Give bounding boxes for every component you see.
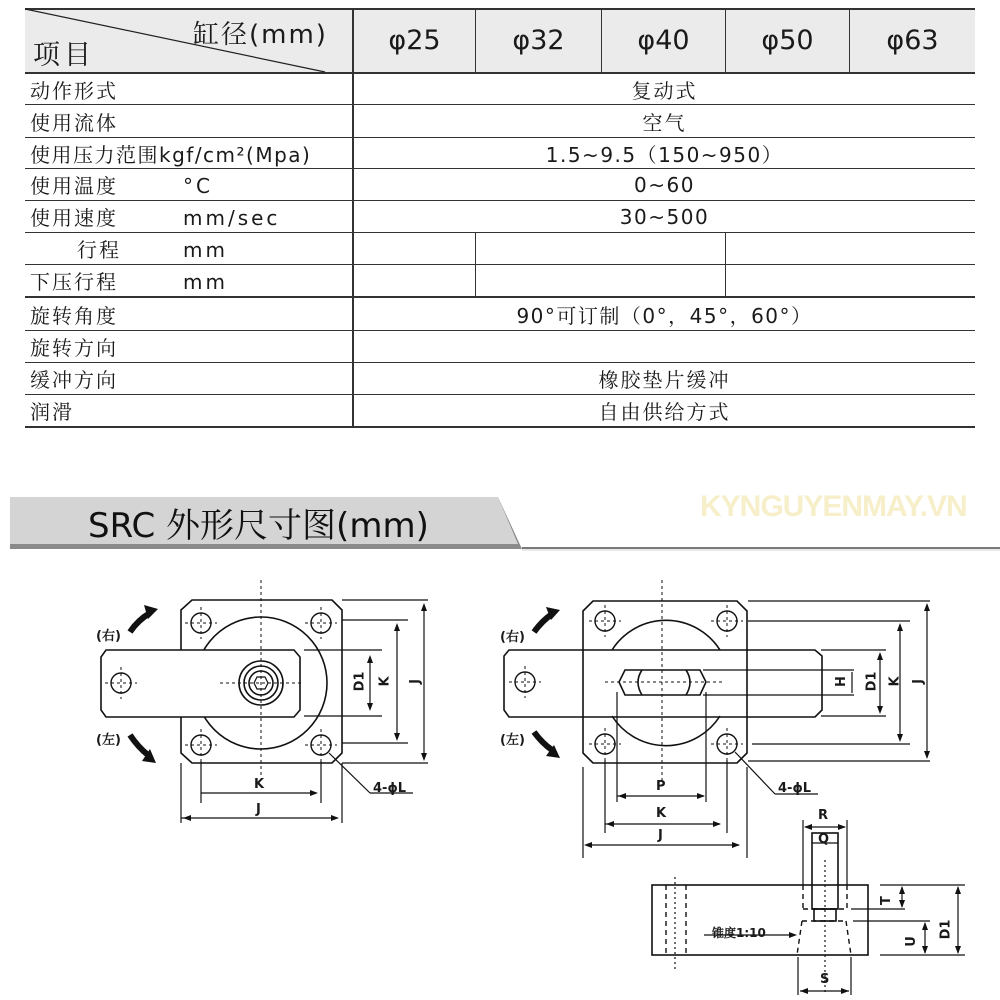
left-rotation-left-label: (左) — [96, 733, 121, 748]
right-rotation-right-label: (右) — [500, 630, 525, 645]
row-unit-stroke: mm — [183, 238, 228, 262]
row-label-lubrication: 润滑 — [30, 400, 74, 424]
section-title: SRC 外形尺寸图(mm) — [88, 506, 429, 546]
section-dim-s: S — [820, 972, 830, 987]
right-dim-holes: 4-ϕL — [778, 781, 812, 796]
right-dim-d1: D1 — [864, 671, 880, 692]
row-value-action: 复动式 — [631, 78, 698, 103]
left-dim-j-horizontal: J — [256, 802, 261, 817]
row-value-cushion: 橡胶垫片缓冲 — [598, 368, 731, 392]
section-dim-d1: D1 — [938, 919, 954, 940]
row-value-speed: 30~500 — [619, 204, 710, 229]
right-dim-j-vertical: J — [910, 679, 926, 684]
right-dim-k-vertical: K — [887, 676, 903, 687]
left-dim-k-horizontal: K — [254, 777, 265, 792]
header-item-label: 项目 — [33, 39, 95, 71]
row-label-down-stroke: 下压行程 — [30, 270, 118, 294]
section-dim-r: R — [818, 808, 829, 823]
section-dim-u: U — [903, 936, 919, 947]
right-rotation-left-label: (左) — [500, 733, 525, 748]
row-label-speed: 使用速度 — [30, 206, 118, 230]
row-label-rotation-angle: 旋转角度 — [30, 303, 118, 328]
row-value-fluid: 空气 — [642, 110, 687, 135]
row-unit-down-stroke: mm — [183, 270, 228, 294]
row-label-action: 动作形式 — [30, 78, 118, 103]
row-label-rotation-direction: 旋转方向 — [30, 336, 118, 360]
left-dim-k-vertical: K — [377, 676, 393, 687]
left-view-drawing — [80, 575, 450, 835]
bore-header-32: φ32 — [512, 24, 565, 56]
bore-header-63: φ63 — [886, 24, 939, 56]
section-view-drawing — [640, 805, 970, 1000]
taper-label: 锥度1:10 — [712, 926, 766, 940]
watermark: KYNGUYENMAY.VN — [700, 490, 967, 523]
right-dim-k-horizontal: K — [656, 806, 667, 821]
row-value-lubrication: 自由供给方式 — [598, 400, 731, 424]
row-label-cushion: 缓冲方向 — [30, 368, 118, 392]
right-dim-h: H — [833, 676, 849, 687]
row-label-pressure: 使用压力范围kgf/cm²(Mpa) — [30, 142, 312, 167]
header-bore-label: 缸径(mm) — [193, 19, 328, 50]
row-label-temperature: 使用温度 — [30, 174, 118, 198]
bore-header-50: φ50 — [761, 24, 814, 56]
bore-header-40: φ40 — [637, 24, 690, 56]
row-value-rotation-angle: 90°可订制（0°，45°，60°） — [516, 303, 813, 328]
row-label-stroke: 行程 — [77, 238, 121, 262]
row-unit-temperature: °C — [183, 174, 213, 198]
row-value-pressure: 1.5~9.5（150~950） — [545, 142, 784, 167]
left-dim-holes: 4-ϕL — [373, 781, 407, 796]
left-dim-j-vertical: J — [407, 679, 423, 684]
section-dim-q: Q — [818, 832, 830, 847]
row-value-temperature: 0~60 — [634, 172, 695, 197]
section-dim-t: T — [878, 896, 894, 905]
right-dim-j-horizontal: J — [658, 828, 663, 843]
left-dim-d1: D1 — [352, 671, 368, 692]
bore-header-25: φ25 — [388, 24, 441, 56]
right-dim-p: P — [656, 779, 666, 794]
row-label-fluid: 使用流体 — [30, 110, 118, 135]
row-unit-speed: mm/sec — [183, 206, 281, 230]
left-rotation-right-label: (右) — [96, 629, 121, 644]
